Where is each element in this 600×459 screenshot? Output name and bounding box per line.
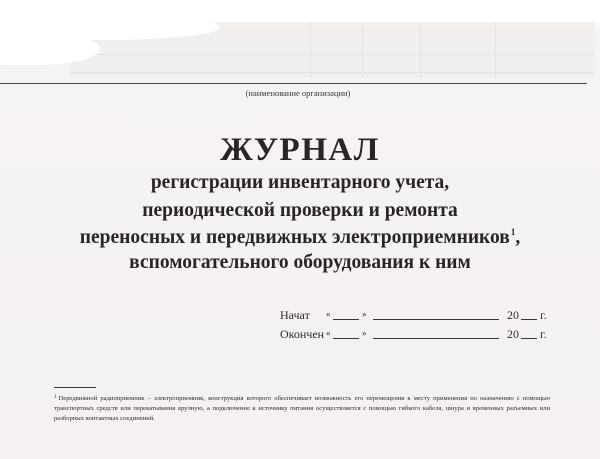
ghost-rule <box>495 20 496 78</box>
ghost-rule <box>70 72 595 73</box>
start-year-field[interactable] <box>521 319 537 320</box>
footnote-mark: 1 <box>54 395 57 400</box>
footnote-mark: 1 <box>510 227 516 237</box>
subtitle-line-1: регистрации инвентарного учета, <box>150 172 450 193</box>
ghost-rule <box>420 20 421 78</box>
document-title: ЖУРНАЛ <box>220 132 380 168</box>
organization-caption: (наименование организации) <box>245 88 351 98</box>
subtitle-line-4: вспомогательного оборудования к ним <box>129 252 471 273</box>
start-day-field[interactable] <box>333 319 359 320</box>
ghost-rule <box>362 20 363 78</box>
end-date-label: Окончен <box>280 327 325 341</box>
document-page: (наименование организации) ЖУРНАЛ регистрации инвентарного учета, периодической проверки и ремонта переносных и передвижных электроприемников$^1$, вспомогательного оборудования к ним Начат « » 20 г. Окончен « » 20 г. $^1$ Передвижной радиоприемник – электроприемник, конструкция которого обеспечивает возможность его перемещения к месту применения по назначению с помощью транспортных средств или перекатывания вручную, а подключение к источнику питания осуществляется с помощью гибкого кабеля, шнура и временных разъемных или разборных контактных соединений. <box>0 0 600 459</box>
subtitle-line-2: периодической проверки и ремонта <box>142 200 458 221</box>
end-month-field[interactable] <box>373 338 499 339</box>
ghost-rule <box>310 20 311 78</box>
end-year-field[interactable] <box>521 338 537 339</box>
footnote <box>54 393 550 424</box>
start-month-field[interactable] <box>373 319 499 320</box>
ghost-rule <box>70 54 595 55</box>
start-date-label: Начат <box>280 308 310 322</box>
organization-name-line <box>0 83 587 84</box>
footnote-separator <box>54 387 96 388</box>
subtitle-line-3: переносных и передвижных электроприемников$^1$, <box>79 227 521 248</box>
footnote-text: Передвижной радиоприемник – электроприемник, конструкция которого обеспечивает возможность его перемещения к месту применения по назначению с помощью транспортных средств или перекатывания вручную, а подключение к источнику питания осуществляется с помощью гибкого кабеля, шнура и временных разъемных или разборных контактных соединений. <box>54 395 550 422</box>
end-day-field[interactable] <box>333 338 359 339</box>
